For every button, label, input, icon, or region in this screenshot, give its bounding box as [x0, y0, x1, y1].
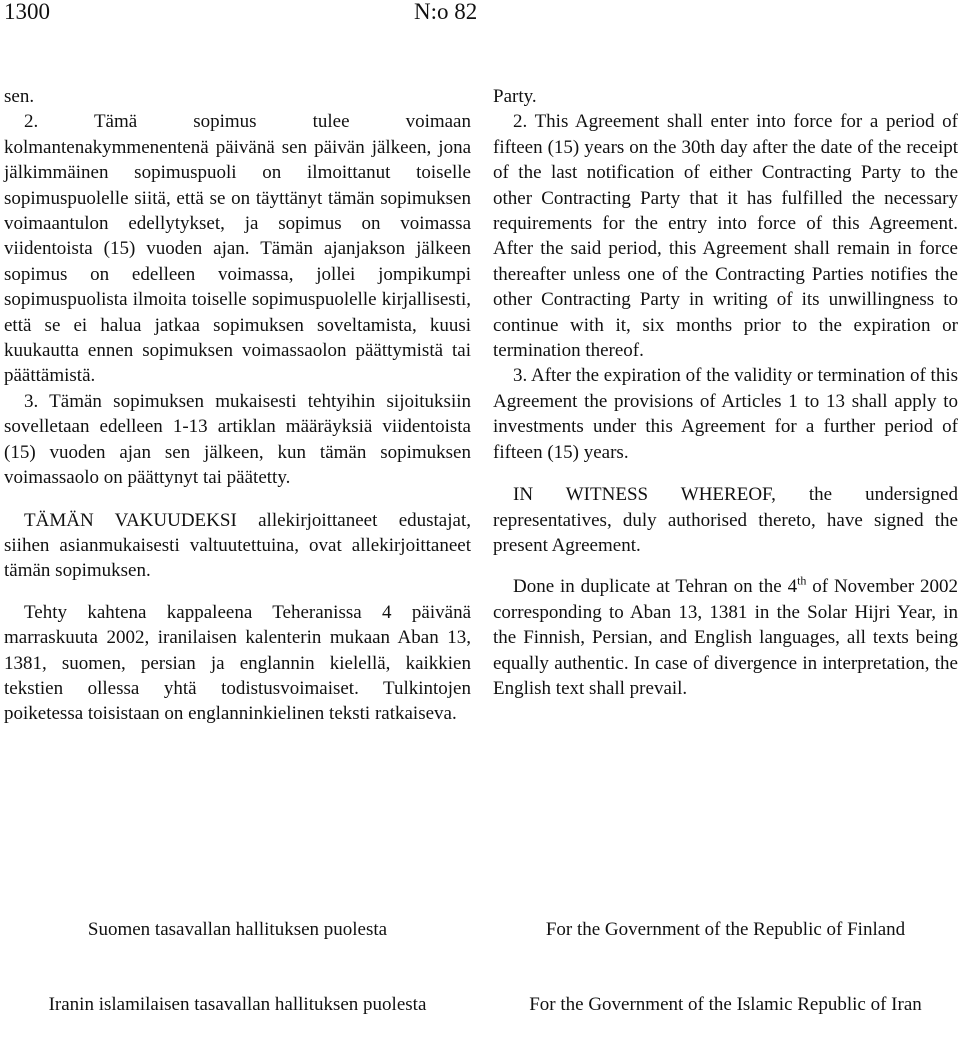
english-done-clause: [493, 574, 958, 701]
signature-iran-en: For the Government of the Islamic Republic of Iran: [529, 994, 922, 1015]
finnish-paragraph-continuation: sen.: [4, 86, 35, 107]
ordinal-suffix: th: [797, 573, 807, 588]
signature-finland-en: For the Government of the Republic of Finland: [545, 919, 906, 940]
english-paragraph-3: 3. After the expiration of the validity or termination of this Agreement the provisions of Articles 1 to 13 shall apply to investments under this Agreement for a further period of fifteen (15) years.: [493, 365, 958, 463]
finnish-paragraph-2: 2. Tämä sopimus tulee voimaan kolmantenakymmenentenä päivänä sen päivän jälkeen, jona jälkimmäinen sopimuspuoli on ilmoittanut toiselle sopimuspuolelle siitä, että se on täyttänyt tämän sopimuksen voimaantulon edellytykset, ja sopimus on voimassa viidentoista (15) vuoden ajan. Tämän ajanjakson jälkeen sopimus on edelleen voimassa, jollei jompikumpi sopimuspuolista ilmoita toiselle sopimuspuolelle kirjallisesti, että se ei halua jatkaa sopimuksen soveltamista, kuusi kuukautta ennen sopimuksen voimassaolon päättymistä tai päättämistä.: [4, 111, 471, 387]
signature-iran-fi: Iranin islamilaisen tasavallan hallituksen puolesta: [48, 994, 427, 1015]
finnish-witness-clause: TÄMÄN VAKUUDEKSI allekirjoittaneet edustajat, siihen asianmukaisesti valtuutettuina, ovat allekirjoittaneet tämän sopimuksen.: [4, 509, 471, 582]
signature-finland-fi: Suomen tasavallan hallituksen puolesta: [87, 919, 388, 940]
english-column: [493, 84, 958, 701]
page-number: 1300: [4, 0, 50, 24]
done-text-start: Done in duplicate at Tehran on the 4: [513, 576, 798, 598]
issue-number: N:o 82: [414, 0, 478, 24]
finnish-column: [4, 84, 471, 727]
done-text-end: of November 2002 corresponding to Aban 13, 1381 in the Solar Hijri Year, in the Finnish, Persian, and English languages, all texts being equally authentic. In case of divergence in interpretation, the English text shall prevail.: [493, 576, 958, 699]
english-paragraph-continuation: Party.: [493, 86, 537, 107]
english-paragraph-2: 2. This Agreement shall enter into force for a period of fifteen (15) years on the 30th day after the date of the receipt of the last notification of either Contracting Party to the other Contracting Party that it has fulfilled the necessary requirements for the entry into force of this Agreement. After the said period, this Agreement shall remain in force thereafter unless one of the Contracting Parties notifies the other Contracting Party in writing of its unwillingness to continue with it, six months prior to the expiration or termination thereof.: [493, 111, 958, 362]
finnish-paragraph-3: 3. Tämän sopimuksen mukaisesti tehtyihin sijoituksiin sovelletaan edelleen 1-13 artiklan määräyksiä viidentoista (15) vuoden ajan sen jälkeen, kun tämän sopimuksen voimassaolo on päättynyt tai päätetty.: [4, 390, 471, 489]
english-witness-clause: IN WITNESS WHEREOF, the undersigned representatives, duly authorised thereto, have signed the present Agreement.: [493, 484, 958, 556]
finnish-done-clause: Tehty kahtena kappaleena Teheranissa 4 päivänä marraskuuta 2002, iranilaisen kalenterin mukaan Aban 13, 1381, suomen, persian ja englannin kielellä, kaikkien tekstien ollessa yhtä todistusvoimaiset. Tulkintojen poiketessa toisistaan on englanninkielinen teksti ratkaiseva.: [4, 601, 471, 725]
